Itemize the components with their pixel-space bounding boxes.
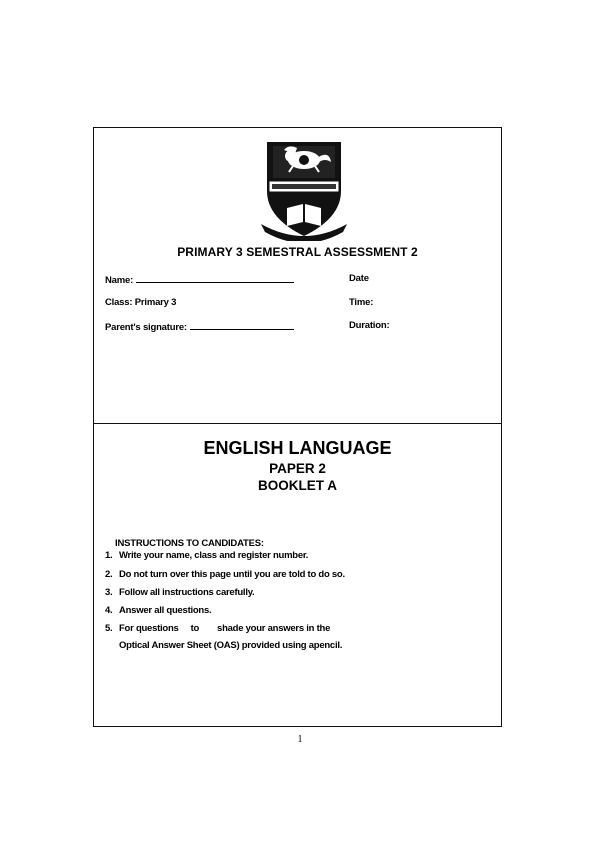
instruction-number: 4. [105,605,113,616]
paper-label: PAPER 2 [269,461,326,476]
instruction-number: 3. [105,587,113,598]
cover-frame [93,127,502,727]
date-label: Date [349,273,369,284]
instruction-text: Do not turn over this page until you are told to do so. [119,569,345,580]
class-label: Class: Primary 3 [105,297,177,308]
instructions-heading: INSTRUCTIONS TO CANDIDATES: [115,538,264,549]
parent-signature-blank-line [190,320,294,330]
instruction-item [105,623,330,634]
assessment-title: PRIMARY 3 SEMESTRAL ASSESSMENT 2 [177,245,418,259]
name-blank-line [136,273,294,283]
instruction-text: Answer all questions. [119,605,212,616]
time-label: Time: [349,297,374,308]
name-label: Name: [105,275,134,286]
booklet-label: BOOKLET A [258,478,337,493]
subject-title: ENGLISH LANGUAGE [203,438,392,458]
duration-label: Duration: [349,320,390,331]
instruction-number: 2. [105,569,113,580]
instruction-text: Follow all instructions carefully. [119,587,255,598]
name-field [105,273,294,286]
instruction-text-part: pencil. [313,640,343,651]
instruction-text: Write your name, class and register number. [119,550,309,561]
school-crest-icon [259,136,349,241]
instruction-text-part: to [190,623,200,634]
class-field [105,297,176,308]
instruction-text-part: Optical Answer Sheet (OAS) provided using a [119,640,314,651]
instruction-item [105,569,345,580]
section-divider [94,423,501,424]
instruction-number: 5. [105,623,113,634]
parent-signature-label: Parent's signature: [105,322,187,333]
parent-signature-field [105,320,294,333]
instruction-item [105,587,254,598]
instruction-text-part: For questions [119,623,179,634]
page-number: 1 [297,734,303,745]
instruction-item [105,605,211,616]
instruction-item [105,550,308,561]
instruction-number: 1. [105,550,113,561]
instruction-text-part: shade your answers in the [217,623,331,634]
instruction-continuation [119,640,342,651]
